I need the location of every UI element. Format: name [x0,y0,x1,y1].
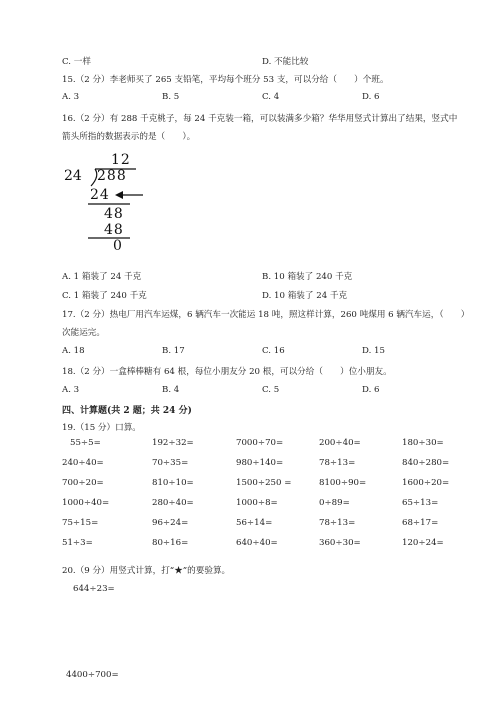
calc-item: 1600÷20= [402,478,450,488]
q18-option-d[interactable]: D. 6 [362,385,380,395]
q20-item-2: 4400÷700= [66,670,119,680]
calc-item: 1000÷8= [236,498,278,508]
q16-stem-line1: 16.（2 分）有 288 千克桃子，每 24 千克装一箱，可以装满多少箱？华华用竖式计算出了结果，竖式中 [62,114,458,124]
q16-option-a[interactable]: A. 1 箱装了 24 千克 [62,272,142,282]
q16-options-row1 [62,270,482,282]
q20-item-1: 644÷23= [73,584,115,594]
grid-row [62,518,482,530]
grid-row [62,458,482,470]
q16-option-b[interactable]: B. 10 箱装了 240 千克 [262,272,353,282]
q15-option-a[interactable]: A. 3 [62,92,80,102]
arrow-left-icon [115,191,143,199]
calc-item: 180÷30= [402,438,444,448]
q17-stem-line1: 17.（2 分）热电厂用汽车运煤，6 辆汽车一次能运 18 吨，照这样计算，260 吨煤用 6 辆汽车运，（ ） [62,310,470,320]
q16-option-c[interactable]: C. 1 箱装了 240 千克 [62,291,147,301]
grid-row [62,438,482,450]
q16-stem-line2: 箭头所指的数据表示的是（ ）。 [62,132,196,142]
calc-item: 75÷15= [62,518,99,528]
division-step3: 48 [104,222,124,238]
grid-row [62,498,482,510]
calc-item: 80÷16= [152,538,189,548]
q14-option-d[interactable]: D. 不能比较 [262,57,309,67]
q15-option-b[interactable]: B. 5 [162,92,180,102]
q16-options-row2 [62,289,482,301]
division-divisor: 24 [64,168,82,184]
grid-row [62,538,482,550]
calc-item: 56÷14= [236,518,273,528]
q17-option-b[interactable]: B. 17 [162,346,185,356]
calc-item: 280÷40= [152,498,194,508]
calc-item: 192÷32= [152,438,194,448]
calc-item: 360÷30= [319,538,361,548]
calc-item: 68÷17= [402,518,439,528]
q17-option-a[interactable]: A. 18 [62,346,85,356]
q18-options [62,385,482,397]
q17-stem-line2: 次能运完。 [62,328,105,338]
calc-item: 1000÷40= [62,498,110,508]
grid-row [62,478,482,490]
calc-item: 0÷89= [319,498,350,508]
division-step2: 48 [104,206,124,222]
division-step1: 24 [90,187,110,203]
calc-item: 640÷40= [236,538,278,548]
calc-item: 8100÷90= [319,478,367,488]
calc-item: 840÷280= [402,458,450,468]
calc-item: 700÷20= [62,478,104,488]
division-quotient: 12 [111,152,131,168]
q15-option-d[interactable]: D. 6 [362,92,380,102]
calc-item: 240÷40= [62,458,104,468]
q14-option-c[interactable]: C. 一样 [62,57,91,67]
calc-item: 55÷5= [70,438,101,448]
q17-option-c[interactable]: C. 16 [262,346,285,356]
calc-item: 65÷13= [402,498,439,508]
calc-item: 7000÷70= [236,438,284,448]
q18-stem: 18.（2 分）一盒棒棒糖有 64 根，每位小朋友分 20 根，可以分给（ ）位小朋友。 [62,367,392,377]
section-heading: 四、计算题(共 2 题；共 24 分) [62,406,192,416]
q20-stem: 20.（9 分）用竖式计算，打“★”的要验算。 [62,566,231,576]
q18-option-c[interactable]: C. 5 [262,385,280,395]
q15-option-c[interactable]: C. 4 [262,92,280,102]
q19-stem: 19.（15 分）口算。 [62,423,141,433]
q18-option-a[interactable]: A. 3 [62,385,80,395]
calc-item: 120÷24= [402,538,444,548]
calc-item: 51÷3= [62,538,93,548]
division-remainder: 0 [113,238,122,254]
calc-item: 1500÷250 = [236,478,292,488]
calc-item: 96÷24= [152,518,189,528]
calc-item: 200÷40= [319,438,361,448]
q17-options [62,346,482,358]
division-dividend: 288 [97,168,127,184]
calc-item: 70÷35= [152,458,189,468]
q15-stem: 15.（2 分）李老师买了 265 支铅笔，平均每个班分 53 支，可以分给（ ）个班。 [62,75,389,85]
q16-option-d[interactable]: D. 10 箱装了 24 千克 [262,291,348,301]
calc-item: 78÷13= [319,458,356,468]
q17-option-d[interactable]: D. 15 [362,346,385,356]
calc-item: 980÷140= [236,458,284,468]
q18-option-b[interactable]: B. 4 [162,385,180,395]
calc-item: 810÷10= [152,478,194,488]
calc-item: 78÷13= [319,518,356,528]
